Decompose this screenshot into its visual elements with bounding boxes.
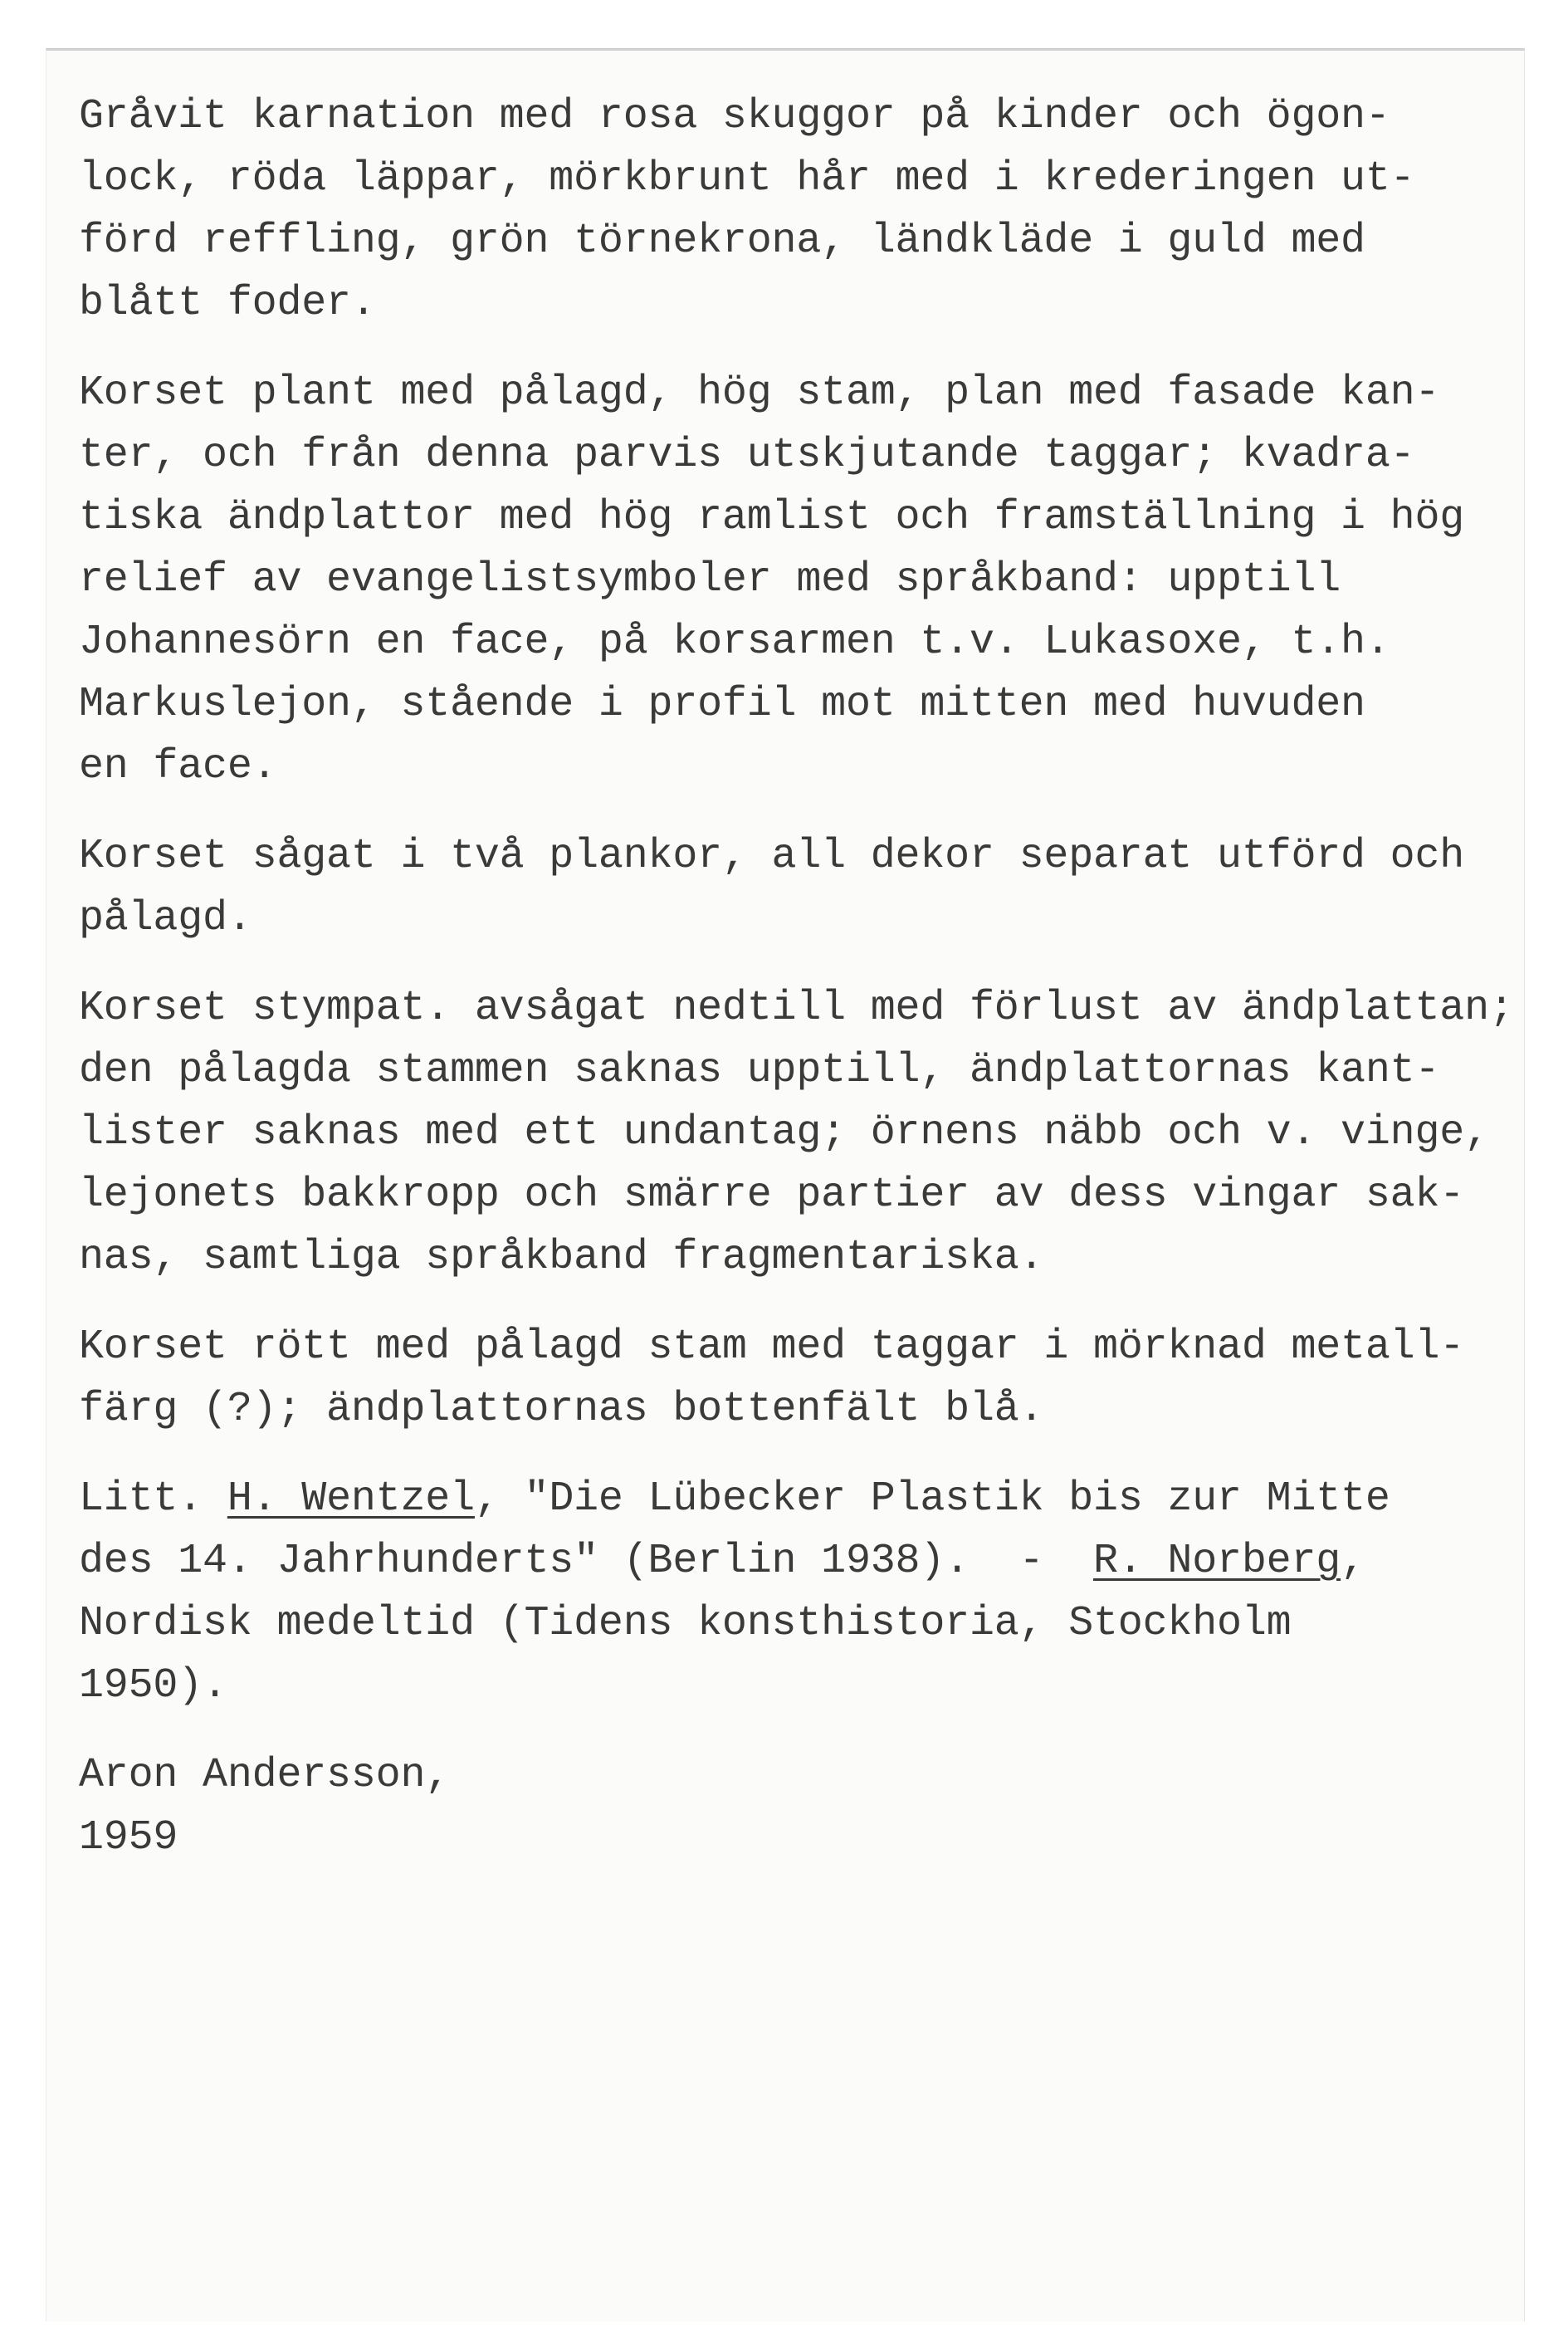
- signature: [79, 1744, 1523, 1869]
- text-line: nas, samtliga språkband fragmentariska.: [79, 1234, 1044, 1281]
- lit-text: des 14. Jahrhunderts" (Berlin 1938). -: [79, 1538, 1094, 1585]
- paragraph-damage: [79, 977, 1523, 1289]
- text-line: lejonets bakkropp och smärre partier av dess vingar sak-: [79, 1172, 1465, 1219]
- text-line: förd reffling, grön törnekrona, ländkläde i guld med: [79, 218, 1365, 265]
- lit-prefix: Litt.: [79, 1475, 227, 1523]
- paragraph-coloring: [79, 86, 1523, 335]
- text-line: den pålagda stammen saknas upptill, ändplattornas kant-: [79, 1047, 1440, 1094]
- paragraph-cross-description: [79, 362, 1523, 798]
- text-line: Markuslejon, stående i profil mot mitten med huvuden: [79, 681, 1365, 728]
- author-norberg: R. Norberg: [1093, 1538, 1341, 1585]
- text-line: Korset sågat i två plankor, all dekor separat utförd och: [79, 833, 1465, 880]
- document-text: [79, 86, 1523, 1896]
- lit-title: , "Die Lübecker Plastik bis zur Mitte: [474, 1475, 1390, 1523]
- text-line: tiska ändplattor med hög ramlist och framställning i hög: [79, 494, 1465, 541]
- text-line: Johannesörn en face, på korsarmen t.v. Lukasoxe, t.h.: [79, 619, 1390, 666]
- text-line: en face.: [79, 743, 277, 790]
- text-line: relief av evangelistsymboler med språkband: upptill: [79, 556, 1341, 604]
- text-line: [79, 1530, 1523, 1592]
- text-line: 1950).: [79, 1662, 227, 1710]
- text-line: Korset stympat. avsågat nedtill med förlust av ändplattan;: [79, 985, 1514, 1032]
- paragraph-construction: [79, 825, 1523, 950]
- text-line: ter, och från denna parvis utskjutande taggar; kvadra-: [79, 432, 1415, 479]
- text-line: Korset rött med pålagd stam med taggar i mörknad metall-: [79, 1323, 1465, 1371]
- text-line: färg (?); ändplattornas bottenfält blå.: [79, 1386, 1044, 1433]
- paragraph-paint: [79, 1316, 1523, 1441]
- signature-year: 1959: [79, 1814, 178, 1861]
- lit-comma: ,: [1341, 1538, 1365, 1585]
- text-line: lock, röda läppar, mörkbrunt hår med i krederingen ut-: [79, 155, 1415, 203]
- text-line: Nordisk medeltid (Tidens konsthistoria, Stockholm: [79, 1600, 1292, 1647]
- text-line: lister saknas med ett undantag; örnens näbb och v. vinge,: [79, 1109, 1489, 1157]
- text-line: pålagd.: [79, 895, 252, 942]
- signature-name: Aron Andersson,: [79, 1752, 451, 1799]
- text-line: blått foder.: [79, 280, 376, 327]
- paragraph-literature: [79, 1468, 1523, 1717]
- text-line: Korset plant med pålagd, hög stam, plan med fasade kan-: [79, 369, 1440, 417]
- text-line: Gråvit karnation med rosa skuggor på kinder och ögon-: [79, 93, 1390, 140]
- text-line: [79, 1468, 1523, 1530]
- author-wentzel: H. Wentzel: [227, 1475, 475, 1523]
